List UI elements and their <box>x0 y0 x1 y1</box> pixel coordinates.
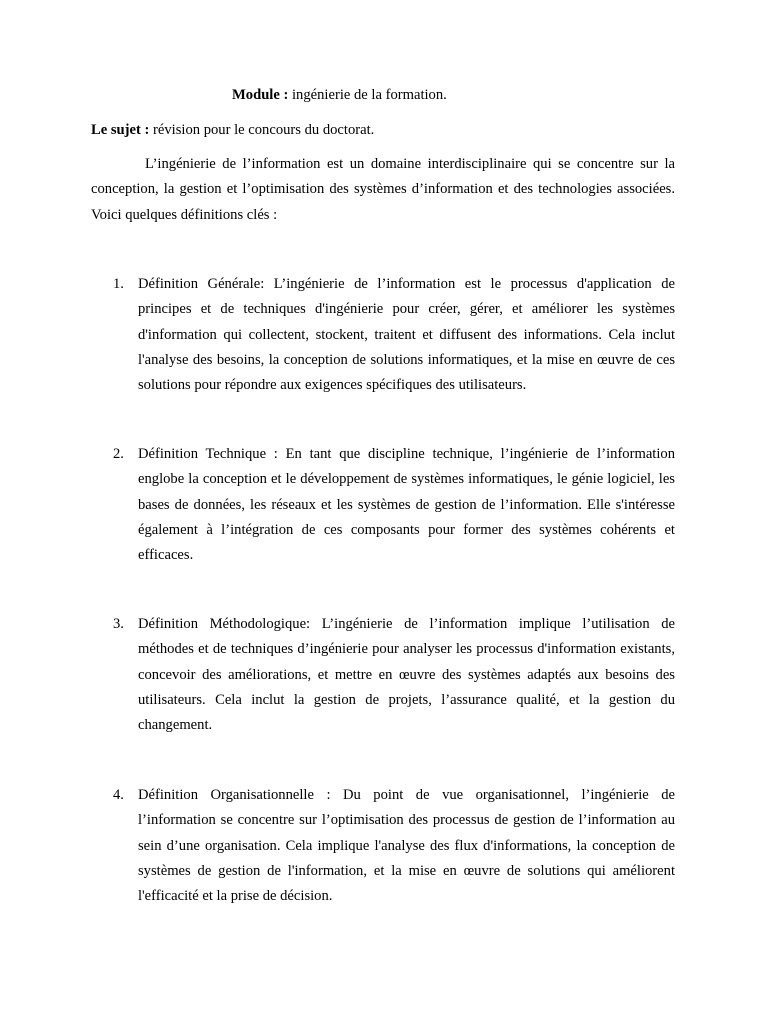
definition-text: Définition Générale: L’ingénierie de l’information est le processus d'application de principes et de techniques d'ingénierie pour créer, gérer, et améliorer les systèmes d'information qui collectent, stockent, traitent et diffusent des informations. Cela inclut l'analyse des besoins, la conception de solutions informatiques, et la mise en œuvre de ces solutions pour répondre aux exigences spécifiques des utilisateurs. <box>138 276 675 394</box>
definition-number: 1. <box>113 276 124 292</box>
definition-number: 3. <box>113 616 124 632</box>
subject-value: révision pour le concours du doctorat. <box>149 122 375 138</box>
subject-line <box>91 120 374 140</box>
definition-text: Définition Technique : En tant que discipline technique, l’ingénierie de l’information englobe la conception et le développement de systèmes informatiques, le génie logiciel, les bases de données, les réseaux et les systèmes de gestion de l’information. Elle s'intéresse également à l’intégration de ces composants pour former des systèmes cohérents et efficaces. <box>138 446 675 564</box>
definition-item <box>113 612 675 738</box>
subject-label: Le sujet : <box>91 122 150 138</box>
definition-item <box>113 442 675 568</box>
definition-item <box>113 783 675 909</box>
definition-item <box>113 272 675 398</box>
module-line <box>232 85 447 105</box>
intro-paragraph: L’ingénierie de l’information est un domaine interdisciplinaire qui se concentre sur la conception, la gestion et l’optimisation des systèmes d’information et des technologies associées. Voici quelques définitions clés : <box>91 156 675 223</box>
module-label: Module : <box>232 87 289 103</box>
definition-number: 4. <box>113 787 124 803</box>
definition-text: Définition Méthodologique: L’ingénierie de l’information implique l’utilisation de méthodes et de techniques d’ingénierie pour analyser les processus d'information existants, concevoir des améliorations, et mettre en œuvre des systèmes adaptés aux besoins des utilisateurs. Cela inclut la gestion de projets, l’assurance qualité, et la gestion du changement. <box>138 616 675 734</box>
definition-number: 2. <box>113 446 124 462</box>
module-value: ingénierie de la formation. <box>288 87 447 103</box>
definition-text: Définition Organisationnelle : Du point de vue organisationnel, l’ingénierie de l’information se concentre sur l’optimisation des processus de gestion de l’information au sein d’une organisation. Cela implique l'analyse des flux d'informations, la conception de systèmes de gestion de l'information, et la mise en œuvre de solutions qui améliorent l'efficacité et la prise de décision. <box>138 787 675 905</box>
